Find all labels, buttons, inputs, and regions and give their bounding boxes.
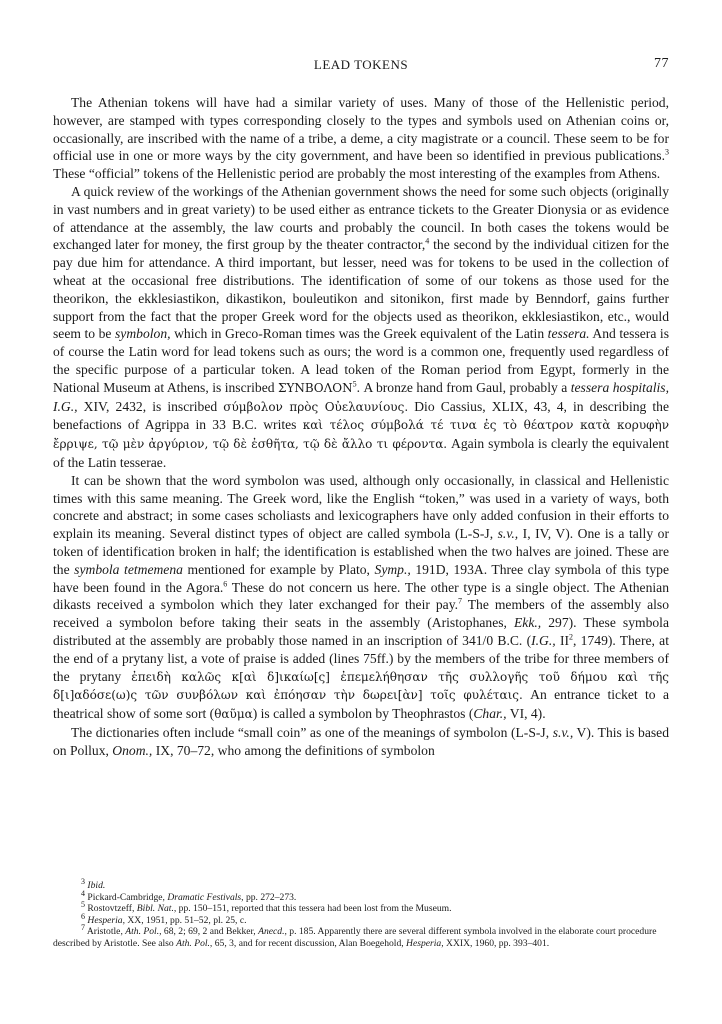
italic-run: Anecd.,: [258, 926, 287, 938]
text-run: The Athenian tokens will have had a similar variety of uses. Many of those of the Hellenistic period, however, are stamped with types corresponding closely to the types and symbols used on Athenian coins or, occasionally, are inscribed with the name of a tribe, a deme, a city magistrate or a council. These seem to be for official use in one or more ways by the city government, and have been so identified in previous publications.: [53, 95, 669, 164]
paragraph-1: [53, 94, 669, 183]
text-run: V). This is based on Pollux,: [53, 724, 670, 758]
text-run: An entrance ticket to a theatrical show of some sort (: [53, 687, 669, 722]
text-run: Again symbola is clearly the equivalent of the Latin tesserae.: [53, 436, 669, 470]
text-run: 297). These symbola distributed at the assembly are probably those named in an inscription of 341/0 B.C. (: [53, 615, 669, 648]
text-run: pp. 150–151, reported that this tessera had been lost from the Museum.: [176, 903, 452, 915]
greek-run: ΣΥΝΒΟΛΟΝ: [278, 380, 353, 395]
text-run: mentioned for example by Plato,: [182, 561, 375, 577]
footnotes: [53, 876, 669, 950]
text-run: The members of the assembly also received a symbolon before taking their seats in the assembly (Aristophanes,: [53, 597, 670, 631]
text-run: It can be shown that the word symbolon was used, although only occasionally, in classical and Hellenistic times with this same meaning. The Greek word, like the English “token,” was used in a variety of ways, both concrete and abstract; in some cases scholiasts and lexicographers have only added confusion in their efforts to explain its meaning. Several distinct types of object are called symbola (L-S-J,: [53, 472, 669, 542]
text-run: VI, 4).: [506, 706, 546, 722]
italic-run: Ibid.: [87, 880, 106, 891]
footnote-5: [53, 900, 669, 915]
footnote-7: [53, 923, 669, 949]
italic-run: Symp.,: [374, 561, 411, 577]
text-run: Aristotle,: [85, 926, 126, 938]
text-run: XXIX, 1960, pp. 393–401.: [443, 937, 550, 949]
text-run: II: [555, 632, 569, 648]
greek-run: καὶ τέλος σύμβολά τέ τινα ἐς τὸ θέατρον κατὰ κορυφὴν ἔρριψε, τῷ μὲν ἀργύριον, τῷ δὲ ἐσθῆτα, τῷ δὲ ἄλλο τι φέροντα.: [53, 418, 670, 452]
running-header: [53, 57, 669, 75]
footnote-number: 5: [81, 900, 85, 909]
text-run: Rostovtzeff,: [85, 903, 137, 915]
text-run: And tessera is of course the Latin word for lead tokens such as ours; the word is a common one, frequently used regardless of the specific purpose of a particular token. A lead token of the Roman period from Egypt, formerly in the National Museum at Athens, is inscribed: [53, 326, 669, 395]
footnote-3: [53, 876, 669, 892]
paragraph-4: [53, 724, 669, 760]
greek-run: θαῦμα: [214, 707, 253, 722]
text-run: , 1749). There, at the end of a prytany list, a vote of praise is added (lines 75ff.) by the members of the tribe for three members of the prytany: [53, 632, 669, 684]
greek-run: ἐπειδὴ καλῶς κ[αὶ δ]ικαίω[ς] ἐπεμελήθησαν τῆς συλλογῆς τοῦ δήμου καὶ τῆς δ[ι]αδόσε(ω)ς τῶν συνβόλων καὶ ἐπόησαν τὴν δωρει[ὰν] τοῖς φυλέταις.: [53, 669, 669, 703]
text-run: These do not concern us here. The other type is a single object. The Athenian dikasts received a symbolon which they later exchanged for their pay.: [53, 579, 669, 613]
footnote-ref: 4: [425, 236, 430, 246]
text-run: pp. 272–273.: [243, 891, 297, 903]
text-run: I, IV, V). One is a tally or token of identification broken in half; the identification is established when the two halves are joined. These are the: [53, 526, 669, 577]
footnote-6: [53, 911, 669, 927]
footnote-ref: 7: [458, 596, 463, 606]
text-run: IX, 70–72, who among the definitions of symbolon: [152, 742, 435, 758]
italic-run: I.G.,: [531, 632, 556, 648]
text-run: p. 185. Apparently there are several different symbola involved in the elaborate court procedure described by Aristotle. See also: [53, 926, 657, 949]
paragraph-3: [53, 472, 669, 724]
running-title: LEAD TOKENS: [313, 57, 409, 72]
italic-run: Ekk.,: [514, 615, 542, 631]
text-run: These “official” tokens of the Hellenistic period are probably the most interesting of the examples from Athens.: [53, 166, 661, 182]
paragraph-2: [53, 183, 669, 472]
text-run: Pickard-Cambridge,: [85, 891, 168, 903]
italic-run: symbolon,: [115, 326, 171, 342]
text-run: XX, 1951, pp. 51–52, pl. 25, c.: [124, 914, 247, 926]
footnote-number: 6: [81, 911, 85, 921]
body-text: [53, 94, 669, 759]
italic-run: Bibl. Nat.,: [136, 903, 177, 915]
italic-run: tessera hospitalis, I.G.,: [53, 379, 669, 414]
text-run: XIV, 2432, is inscribed: [77, 398, 224, 414]
italic-run: Hesperia,: [87, 914, 125, 926]
text-run: ) is called a symbolon by Theophrastos (: [252, 706, 474, 722]
italic-run: tessera.: [547, 326, 590, 342]
footnote-number: 4: [81, 888, 85, 898]
text-run: A quick review of the workings of the Athenian government shows the need for some such objects (originally in vast numbers and in great variety) to be used either as entrance tickets to the Greater Dionysia or as evidence of attendance at the assembly, the law courts and probably the council. In both cases the tokens would be exchanged later for money, the first group by the theater contractor,: [53, 183, 669, 253]
text-run: which in Greco-Roman times was the Greek equivalent of the Latin: [170, 326, 548, 342]
italic-run: Ath. Pol.,: [176, 937, 213, 949]
text-run: the second by the individual citizen for the pay due him for attendance. A third important, but lesser, need was for tokens to be used in the collection of wheat at the occasional free distributions. The identification of some of our tokens as those used for the theorikon, the ekklesiastikon, dikastikon, bouleutikon and sitonikon, first made by Benndorf, gains further support from the fact that the proper Greek word for the objects used as theorikon, ekklesiastikon, etc., would seem to be: [53, 237, 669, 342]
italic-run: s.v.,: [552, 724, 574, 740]
footnote-number: 3: [81, 876, 85, 886]
italic-run: Ath. Pol.,: [125, 926, 162, 938]
page-number: 77: [654, 56, 669, 71]
greek-run: σύμβολον πρὸς Οὐελαυνίους.: [223, 399, 409, 414]
footnote-ref: 5: [352, 379, 357, 389]
text-run: 65, 3, and for recent discussion, Alan Boegehold,: [212, 937, 407, 949]
italic-run: Char.,: [473, 706, 507, 722]
footnote-ref: 6: [223, 578, 228, 588]
footnote-4: [53, 888, 669, 904]
italic-run: s.v.,: [497, 526, 519, 542]
italic-run: Onom.,: [112, 742, 153, 758]
footnote-ref: 3: [665, 147, 669, 157]
italic-run: Dramatic Festivals,: [167, 891, 244, 903]
italic-run: symbola tetmemena: [74, 561, 183, 577]
text-run: 68, 2; 69, 2 and Bekker,: [161, 926, 259, 938]
text-run: 191D, 193A. Three clay symbola of this type have been found in the Agora.: [53, 561, 669, 595]
text-run: . A bronze hand from Gaul, probably a: [356, 379, 571, 395]
text-run: The dictionaries often include “small coin” as one of the meanings of symbolon (L-S-J,: [71, 724, 553, 740]
italic-run: Hesperia,: [406, 937, 444, 949]
footnote-number: 7: [81, 923, 85, 933]
text-run: Dio Cassius, XLIX, 43, 4, in describing the benefactions of Agrippa in 33 B.C. writes: [53, 398, 670, 433]
superscript: 2: [569, 632, 573, 642]
